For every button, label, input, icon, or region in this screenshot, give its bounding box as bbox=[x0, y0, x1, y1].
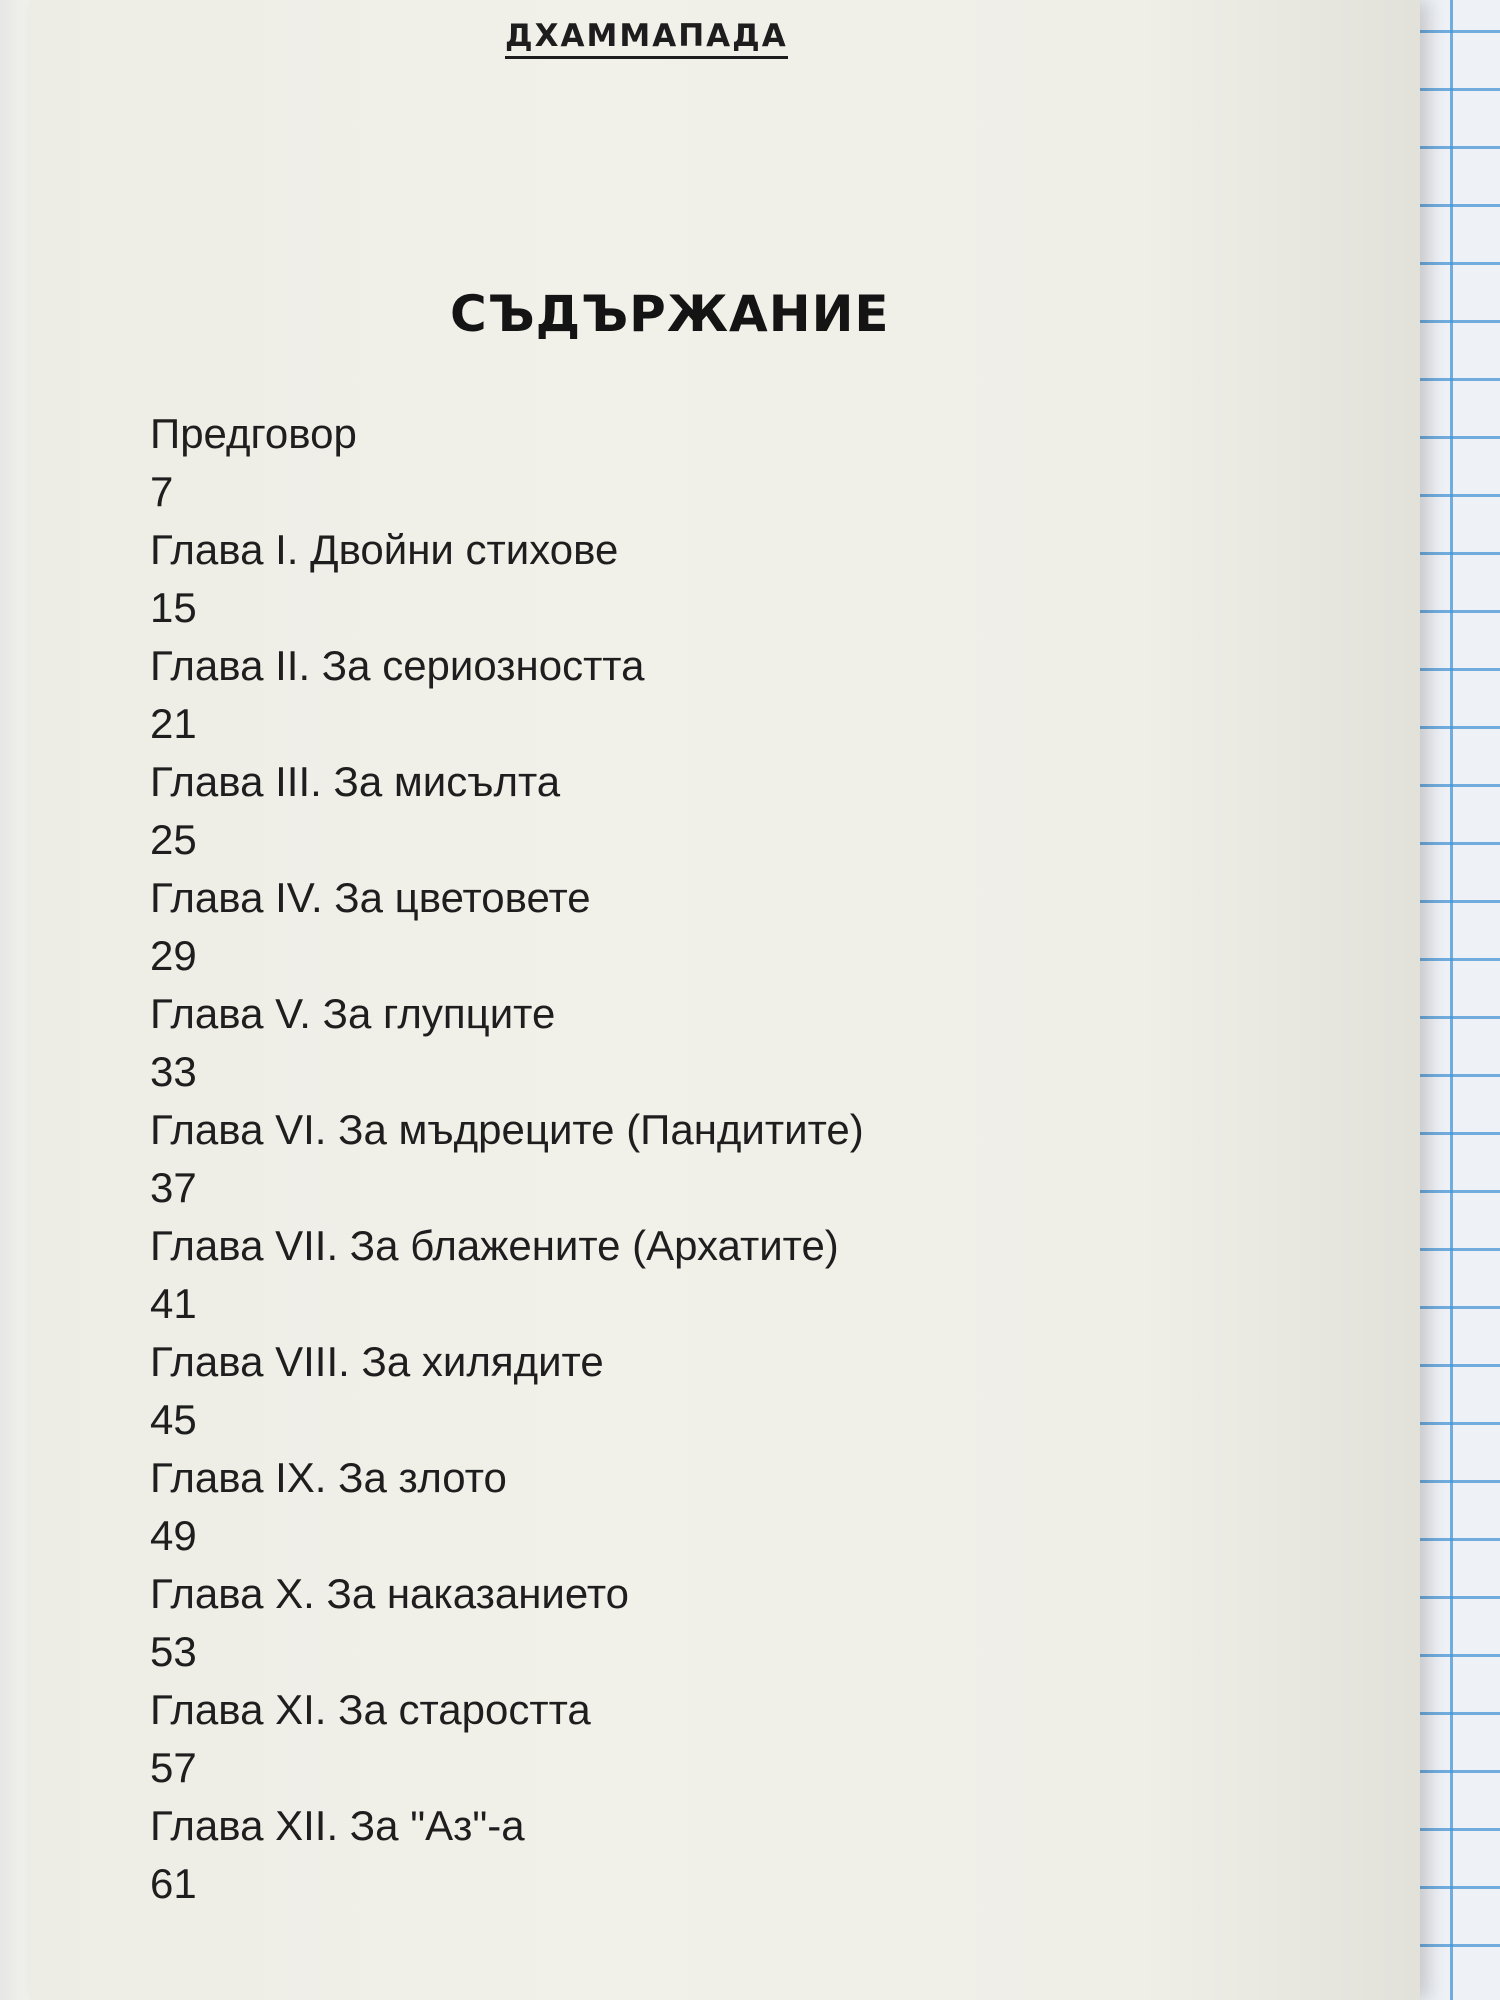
toc-entry-label: Глава IX. За злото bbox=[150, 1454, 507, 1501]
adjacent-page-edge bbox=[0, 0, 32, 2000]
table-of-contents bbox=[150, 405, 1250, 1913]
toc-entry-page: 45 bbox=[150, 1396, 197, 1443]
toc-entry-page: 53 bbox=[150, 1628, 197, 1675]
toc-entry bbox=[150, 405, 1250, 521]
toc-entry bbox=[150, 521, 1250, 637]
table-of-contents-title: СЪДЪРЖАНИЕ bbox=[450, 285, 890, 343]
toc-entry-page: 33 bbox=[150, 1048, 197, 1095]
toc-entry-label: Глава XI. За старостта bbox=[150, 1686, 591, 1733]
toc-entry bbox=[150, 753, 1250, 869]
toc-entry-page: 25 bbox=[150, 816, 197, 863]
running-head: ДХАММАПАДА bbox=[505, 18, 788, 59]
toc-entry-page: 57 bbox=[150, 1744, 197, 1791]
toc-entry-label: Глава VI. За мъдреците (Пандитите) bbox=[150, 1106, 864, 1153]
toc-entry-label: Глава III. За мисълта bbox=[150, 758, 561, 805]
book-page bbox=[30, 0, 1420, 2000]
toc-entry-label: Глава IV. За цветовете bbox=[150, 874, 591, 921]
toc-entry-page: 37 bbox=[150, 1164, 197, 1211]
toc-entry bbox=[150, 1101, 1250, 1217]
toc-entry-page: 49 bbox=[150, 1512, 197, 1559]
toc-entry-label: Предговор bbox=[150, 410, 357, 457]
toc-entry bbox=[150, 1681, 1250, 1797]
toc-entry-page: 29 bbox=[150, 932, 197, 979]
toc-entry-page: 41 bbox=[150, 1280, 197, 1327]
toc-entry-label: Глава V. За глупците bbox=[150, 990, 556, 1037]
toc-entry bbox=[150, 1333, 1250, 1449]
toc-entry-page: 15 bbox=[150, 584, 197, 631]
toc-entry-label: Глава II. За сериозността bbox=[150, 642, 645, 689]
toc-entry-label: Глава VII. За блажените (Архатите) bbox=[150, 1222, 839, 1269]
toc-entry bbox=[150, 637, 1250, 753]
toc-entry bbox=[150, 1797, 1250, 1913]
toc-entry bbox=[150, 985, 1250, 1101]
toc-entry bbox=[150, 1565, 1250, 1681]
toc-entry-page: 21 bbox=[150, 700, 197, 747]
toc-entry-label: Глава XII. За "Аз"-а bbox=[150, 1802, 525, 1849]
toc-entry-label: Глава I. Двойни стихове bbox=[150, 526, 619, 573]
toc-entry bbox=[150, 1217, 1250, 1333]
toc-entry-label: Глава VIII. За хилядите bbox=[150, 1338, 604, 1385]
toc-entry bbox=[150, 1449, 1250, 1565]
toc-entry bbox=[150, 869, 1250, 985]
toc-entry-page: 61 bbox=[150, 1860, 197, 1907]
toc-entry-label: Глава X. За наказанието bbox=[150, 1570, 629, 1617]
toc-entry-page: 7 bbox=[150, 468, 174, 515]
